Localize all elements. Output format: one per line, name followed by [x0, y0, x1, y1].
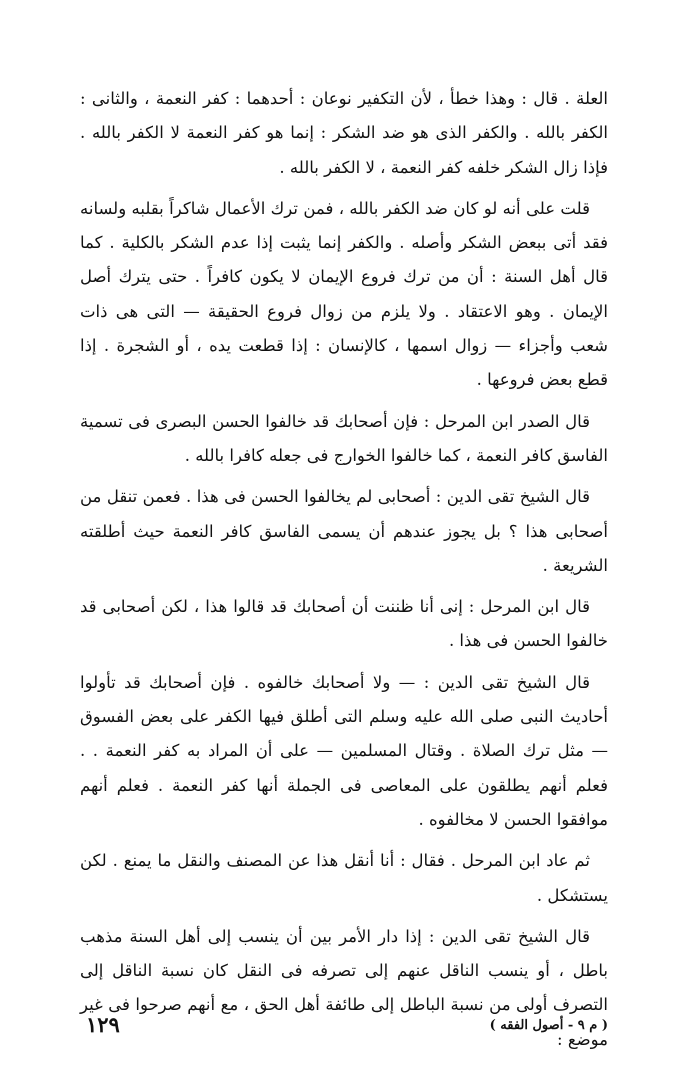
- paragraph-spacer: [80, 583, 608, 590]
- body-text: [80, 82, 608, 1057]
- paragraph-spacer: [80, 398, 608, 405]
- paragraph-ibn-almurahhil-1: قال الصدر ابن المرحل : فإن أصحابك قد خالفوا الحسن البصرى فى تسمية الفاسق كافر النعمة ، كما خالفوا الخوارج فى جعله كافرا بالله .: [80, 411, 608, 465]
- paragraph-author-reply: قلت على أنه لو كان ضد الكفر بالله ، فمن ترك الأعمال شاكراً بقلبه ولسانه فقد أتى ببعض الشكر وأصله . والكفر إنما يثبت إذا عدم الشكر بالكلية . كما قال أهل السنة : أن من ترك فروع الإيمان لا يكون كافراً . حتى يترك أصل الإيمان . وهو الاعتقاد . ولا يلزم من زوال فروع الحقيقة — التى هى ذات شعب وأجزاء — زوال اسمها ، كالإنسان : إذا قطعت يده ، أو الشجرة . إذا قطع بعض فروعها .: [80, 198, 608, 390]
- paragraph-spacer: [80, 659, 608, 666]
- paragraph-ibn-almurahhil-3: ثم عاد ابن المرحل . فقال : أنا أنقل هذا عن المصنف والنقل ما يمنع . لكن يستشكل .: [80, 851, 608, 905]
- paragraph-spacer: [80, 837, 608, 844]
- paragraph-ibn-almurahhil-2: قال ابن المرحل : إنى أنا ظننت أن أصحابك قد قالوا هذا ، لكن أصحابى قد خالفوا الحسن فى هذا .: [80, 597, 608, 651]
- paragraph-taqi-aldin-3: قال الشيخ تقى الدين : إذا دار الأمر بين أن ينسب إلى أهل السنة مذهب باطل ، أو ينسب الناقل عنهم إلى تصرفه فى النقل كان نسبة الناقل إلى التصرف أولى من نسبة الباطل إلى طائفة أهل الحق ، مع أنهم صرحوا فى غير موضع :: [80, 926, 608, 1049]
- paragraph-spacer: [80, 913, 608, 920]
- paragraph-taqi-aldin-2: قال الشيخ تقى الدين : — ولا أصحابك خالفوه . فإن أصحابك قد تأولوا أحاديث النبى صلى الله عليه وسلم التى أطلق فيها الكفر على بعض الفسوق — مثل ترك الصلاة . وقتال المسلمين — على أن المراد به كفر النعمة . . فعلم أنهم يطلقون على المعاصى فى الجملة أنها كفر النعمة . فعلم أنهم موافقوا الحسن لا مخالفوه .: [80, 672, 608, 829]
- page-number: ١٢٩: [86, 1012, 120, 1037]
- paragraph-illah: العلة . قال : وهذا خطأ ، لأن التكفير نوعان : أحدهما : كفر النعمة ، والثانى : الكفر بالله . والكفر الذى هو ضد الشكر : إنما هو كفر النعمة لا الكفر بالله . فإذا زال الشكر خلفه كفر النعمة ، لا الكفر بالله .: [80, 89, 608, 177]
- paragraph-spacer: [80, 473, 608, 480]
- paragraph-spacer: [80, 185, 608, 192]
- paragraph-taqi-aldin-1: قال الشيخ تقى الدين : أصحابى لم يخالفوا الحسن فى هذا . فعمن تنقل من أصحابى هذا ؟ بل يجوز عندهم أن يسمى الفاسق كافر النعمة حيث أطلقته الشريعة .: [80, 487, 608, 575]
- page-footer: [80, 1012, 608, 1042]
- footer-reference: ( م ٩ - أصول الفقه ): [489, 1018, 608, 1033]
